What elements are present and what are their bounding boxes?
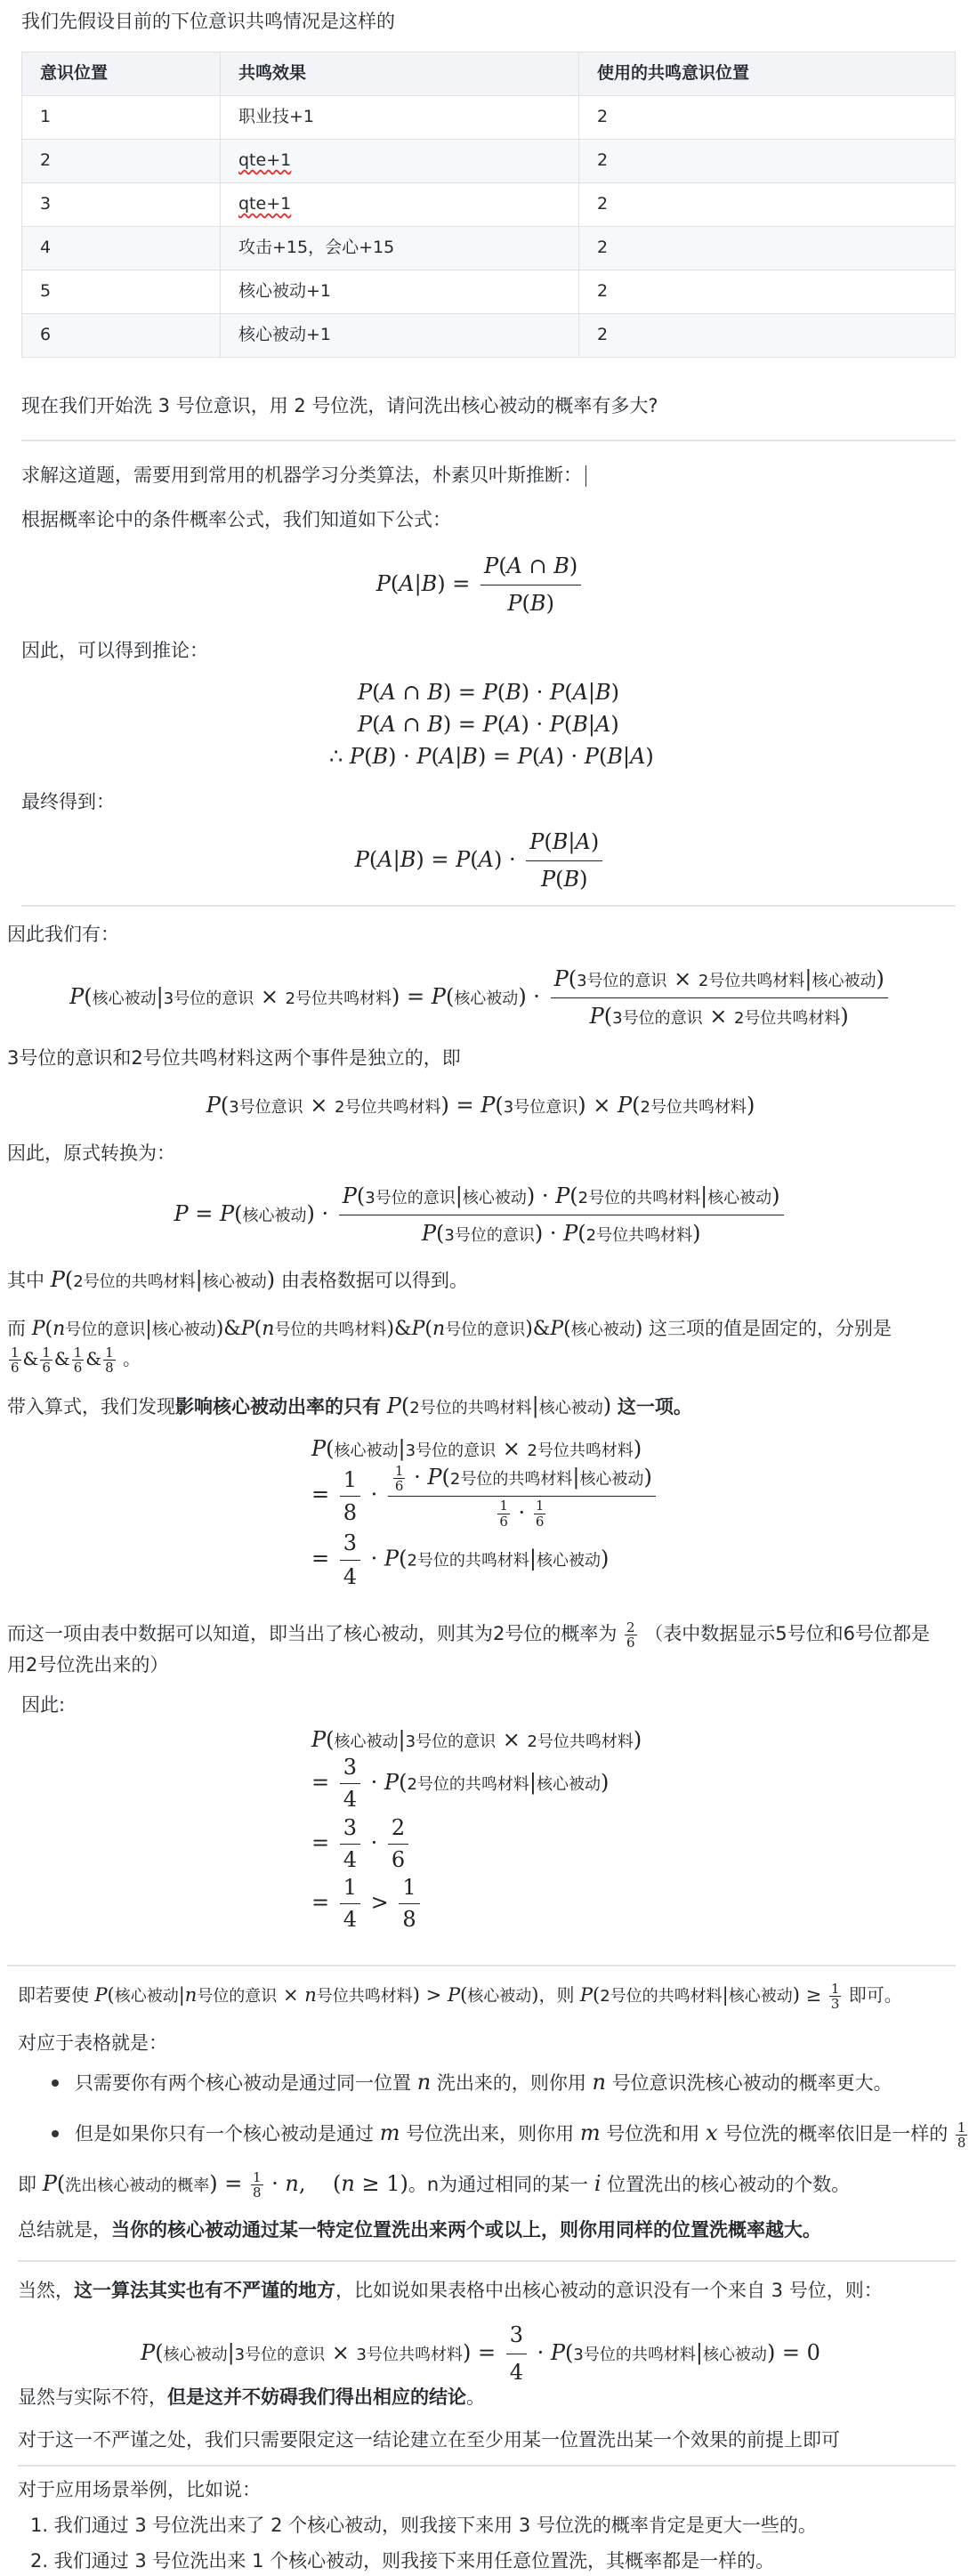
table-row — [22, 96, 956, 140]
table-cell: 职业技+1 — [221, 96, 579, 140]
table-cell: 核心被动+1 — [221, 271, 579, 314]
table-cell: 2 — [579, 183, 956, 227]
divider — [21, 905, 956, 907]
col-header-used-position: 使用的共鸣意识位置 — [579, 52, 956, 96]
table-cell: 5 — [22, 271, 221, 314]
formula-converted: P = P(核心被动) · $\frac{\text{P(3号位的意识|核心被动) · P(2号位的共鸣材料|核心被动)}}{\text{P(3号位的意识) · P(2号位共鸣材料)}}$ — [0, 1180, 961, 1250]
table-cell: 2 — [579, 96, 956, 140]
bullet-dot — [52, 2079, 59, 2087]
table-cell — [221, 183, 579, 227]
bullet-item: 只需要你有两个核心被动是通过同一位置 n 洗出来的，则你用 n 号位意识洗核心被动的概率更大。 — [75, 2070, 892, 2095]
resonance-table — [21, 52, 956, 358]
table-row — [22, 271, 956, 314]
independence-text: 3号位的意识和2号位共鸣材料这两个事件是独立的，即 — [7, 1047, 461, 1069]
divider — [7, 1965, 956, 1966]
conditional-intro: 根据概率论中的条件概率公式，我们知道如下公式： — [21, 509, 451, 530]
list-item: 1. 我们通过 3 号位洗出来了 2 个核心被动，则我接下来用 3 号位洗的概率肯定是更大一些的。 — [30, 2515, 817, 2536]
table-cell: 6 — [22, 314, 221, 358]
intro-text: 我们先假设目前的下位意识共鸣情况是这样的 — [21, 11, 395, 32]
table-row — [22, 140, 956, 183]
table-row — [22, 183, 956, 227]
substitute-text: 带入算式，我们发现影响核心被动出率的只有 P(2号位的共鸣材料|核心被动) 这一项。 — [7, 1393, 692, 1418]
formula-main: P(核心被动|3号位的意识 × 2号位共鸣材料) = P(核心被动) · $\frac{\text{P(3号位的意识 × 2号位共鸣材料|核心被动)}}{\text{P(3号位的意识 × 2号位共鸣材料)}}$ — [0, 963, 961, 1033]
condition-text: 即若要使 P(核心被动|n号位的意识 × n号位共鸣材料) > P(核心被动)，则 P(2号位的共鸣材料|核心被动) ≥ $\frac{1}{3}$ 即可。 — [18, 1980, 902, 2012]
table-probability-text: 而这一项由表中数据可以知道，即当出了核心被动，则其为2号位的概率为 $\frac{2}{6}$ （表中数据显示5号位和6号位都是 用2号位洗出来的） — [7, 1619, 931, 1676]
we-have-intro: 因此我们有： — [7, 924, 119, 945]
divider — [21, 440, 956, 441]
table-cell: 4 — [22, 227, 221, 271]
bullet-item: 但是如果你只有一个核心被动是通过 m 号位洗出来，则你用 m 号位洗和用 x 号位洗的概率依旧是一样的 $\frac{1}{8}$ — [75, 2119, 966, 2151]
col-header-position: 意识位置 — [22, 52, 221, 96]
corollary-intro: 因此，可以得到推论： — [21, 640, 208, 661]
table-cell: 核心被动+1 — [221, 314, 579, 358]
bayes-intro[interactable]: 求解这道题，需要用到常用的机器学习分类算法，朴素贝叶斯推断： — [21, 461, 586, 490]
divider — [18, 2260, 956, 2262]
formula-substitution: P(核心被动|3号位的意识 × 2号位共鸣材料) = $\frac{1}{8}$ · $\frac{1}{6}$ · P(2号位的共鸣材料|核心被动) $\frac{1}{6}$ · $\frac{1}{6}$ = $\frac{3}{4}$ · P(2号位的共鸣材料|核心被动) — [311, 1434, 659, 1591]
formula-independence: P(3号位意识 × 2号位共鸣材料) = P(3号位意识) × P(2号位共鸣材料) — [206, 1093, 755, 1118]
col-header-effect: 共鸣效果 — [221, 52, 579, 96]
bullet-dot — [52, 2130, 59, 2137]
table-cell: 2 — [579, 314, 956, 358]
divider — [18, 2465, 956, 2467]
table-cell: 2 — [579, 140, 956, 183]
formula-caveat: P(核心被动|3号位的意识 × 3号位共鸣材料) = $\frac{3}{4}$ · P(3号位的共鸣材料|核心被动) = 0 — [0, 2319, 961, 2389]
formula-text: 即 P(洗出核心被动的概率) = $\frac{1}{8}$ · n, (n ≥ 1)。n为通过相同的某一 i 位置洗出的核心被动的个数。 — [18, 2168, 851, 2201]
formula-conditional: P(A|B) = $\frac{P(A \cap B)}{P(B)}$ — [0, 550, 961, 620]
spellcheck-word: qte+1 — [238, 150, 292, 171]
text-cursor — [585, 465, 586, 487]
formula-bayes: P(A|B) = P(A) · $\frac{P(B|A)}{P(B)}$ — [0, 826, 961, 896]
list-item: 2. 我们通过 3 号位洗出来 1 个核心被动，则我接下来用任意位置洗，其概率都是一样的。 — [30, 2550, 775, 2572]
caveat-text: 当然，这一算法其实也有不严谨的地方，比如说如果表格中出核心被动的意识没有一个来自 3 号位，则： — [18, 2280, 883, 2301]
final-intro: 最终得到： — [21, 791, 115, 812]
table-cell: 1 — [22, 96, 221, 140]
fixed-values-text: 而 P(n号位的意识|核心被动)&P(n号位的共鸣材料)&P(n号位的意识)&P(核心被动) 这三项的值是固定的，分别是 $\frac{1}{6}$ & $\frac{1}{6}$ & $\frac{1}{6}$ & $\frac{1}{8}$ 。 — [7, 1318, 892, 1377]
table-cell: 2 — [579, 271, 956, 314]
reality-text: 显然与实际不符，但是这并不妨碍我们得出相应的结论。 — [18, 2386, 485, 2408]
table-row — [22, 314, 956, 358]
therefore-intro: 因此: — [21, 1694, 66, 1716]
formula-result: P(核心被动|3号位的意识 × 2号位共鸣材料) = $\frac{3}{4}$ · P(2号位的共鸣材料|核心被动) = $\frac{3}{4}$ · $\frac{2}{6}$ = $\frac{1}{4}$ > $\frac{1}{8}$ — [311, 1727, 642, 1933]
spellcheck-word: qte+1 — [238, 194, 292, 214]
where-text: 其中 P(2号位的共鸣材料|核心被动) 由表格数据可以得到。 — [7, 1267, 468, 1292]
question-text: 现在我们开始洗 3 号位意识，用 2 号位洗，请问洗出核心被动的概率有多大? — [21, 395, 658, 416]
limit-text: 对于这一不严谨之处，我们只需要限定这一结论建立在至少用某一位置洗出某一个效果的前提上即可 — [18, 2429, 840, 2451]
examples-intro: 对于应用场景举例，比如说： — [18, 2479, 261, 2500]
table-cell: 3 — [22, 183, 221, 227]
table-header-row — [22, 52, 956, 96]
formula-corollary: P(A ∩ B) = P(B) · P(A|B) P(A ∩ B) = P(A) · P(B|A) ∴ P(B) · P(A|B) = P(A) · P(B|A) — [329, 680, 654, 769]
table-cell: 2 — [22, 140, 221, 183]
table-row — [22, 227, 956, 271]
table-cell: 2 — [579, 227, 956, 271]
table-cell — [221, 140, 579, 183]
map-intro: 对应于表格就是： — [18, 2032, 167, 2054]
summary-text: 总结就是，当你的核心被动通过某一特定位置洗出来两个或以上，则你用同样的位置洗概率越大。 — [18, 2219, 821, 2241]
convert-intro: 因此，原式转换为： — [7, 1143, 175, 1164]
table-cell: 攻击+15，会心+15 — [221, 227, 579, 271]
